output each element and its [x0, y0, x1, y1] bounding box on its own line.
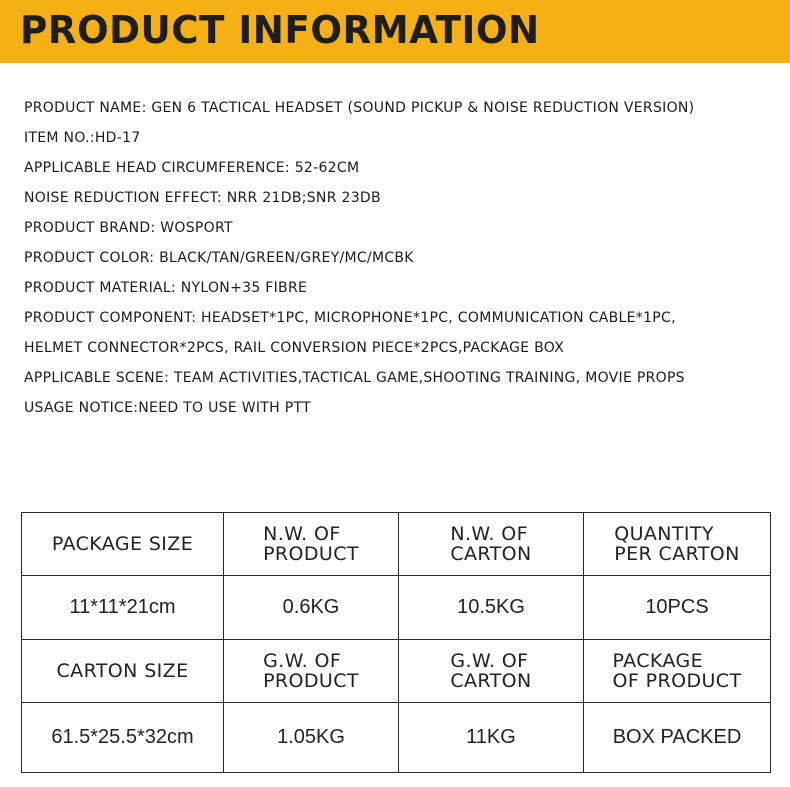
- info-line-scene: APPLICABLE SCENE: TEAM ACTIVITIES,TACTICAL GAME,SHOOTING TRAINING, MOVIE PROPS: [24, 370, 685, 386]
- value-nw-product: 0.6KG: [224, 576, 399, 640]
- page-title: PRODUCT INFORMATION: [20, 8, 540, 52]
- header-quantity-per-carton: QUANTITY PER CARTON: [584, 513, 771, 576]
- value-nw-carton: 10.5KG: [399, 576, 584, 640]
- value-carton-size: 61.5*25.5*32cm: [22, 703, 224, 773]
- info-line-noise-reduction: NOISE REDUCTION EFFECT: NRR 21DB;SNR 23DB: [24, 190, 381, 206]
- header-package-size: PACKAGE SIZE: [22, 513, 224, 576]
- value-gw-product: 1.05KG: [224, 703, 399, 773]
- info-line-material: PRODUCT MATERIAL: NYLON+35 FIBRE: [24, 280, 308, 296]
- value-quantity-per-carton: 10PCS: [584, 576, 771, 640]
- header-carton-size: CARTON SIZE: [22, 640, 224, 703]
- value-package-size: 11*11*21cm: [22, 576, 224, 640]
- spec-table: [21, 512, 771, 773]
- info-line-color: PRODUCT COLOR: BLACK/TAN/GREEN/GREY/MC/MCBK: [24, 250, 414, 266]
- table-row: [22, 703, 771, 773]
- info-line-component-cont: HELMET CONNECTOR*2PCS, RAIL CONVERSION PIECE*2PCS,PACKAGE BOX: [24, 340, 565, 356]
- header-gw-product: G.W. OF PRODUCT: [224, 640, 399, 703]
- info-line-head-circumference: APPLICABLE HEAD CIRCUMFERENCE: 52-62CM: [24, 160, 360, 176]
- header-gw-carton: G.W. OF CARTON: [399, 640, 584, 703]
- info-line-usage-notice: USAGE NOTICE:NEED TO USE WITH PTT: [24, 400, 311, 416]
- table-row: [22, 640, 771, 703]
- value-package-of-product: BOX PACKED: [584, 703, 771, 773]
- info-line-component: PRODUCT COMPONENT: HEADSET*1PC, MICROPHONE*1PC, COMMUNICATION CABLE*1PC,: [24, 310, 676, 326]
- header-nw-product: N.W. OF PRODUCT: [224, 513, 399, 576]
- header-banner: [0, 0, 790, 63]
- header-nw-carton: N.W. OF CARTON: [399, 513, 584, 576]
- value-gw-carton: 11KG: [399, 703, 584, 773]
- table-row: [22, 576, 771, 640]
- table-row: [22, 513, 771, 576]
- info-line-brand: PRODUCT BRAND: WOSPORT: [24, 220, 233, 236]
- info-line-item-no: ITEM NO.:HD-17: [24, 130, 141, 146]
- header-package-of-product: PACKAGE OF PRODUCT: [584, 640, 771, 703]
- info-line-product-name: PRODUCT NAME: GEN 6 TACTICAL HEADSET (SOUND PICKUP & NOISE REDUCTION VERSION): [24, 100, 695, 116]
- product-info-list: [24, 96, 694, 426]
